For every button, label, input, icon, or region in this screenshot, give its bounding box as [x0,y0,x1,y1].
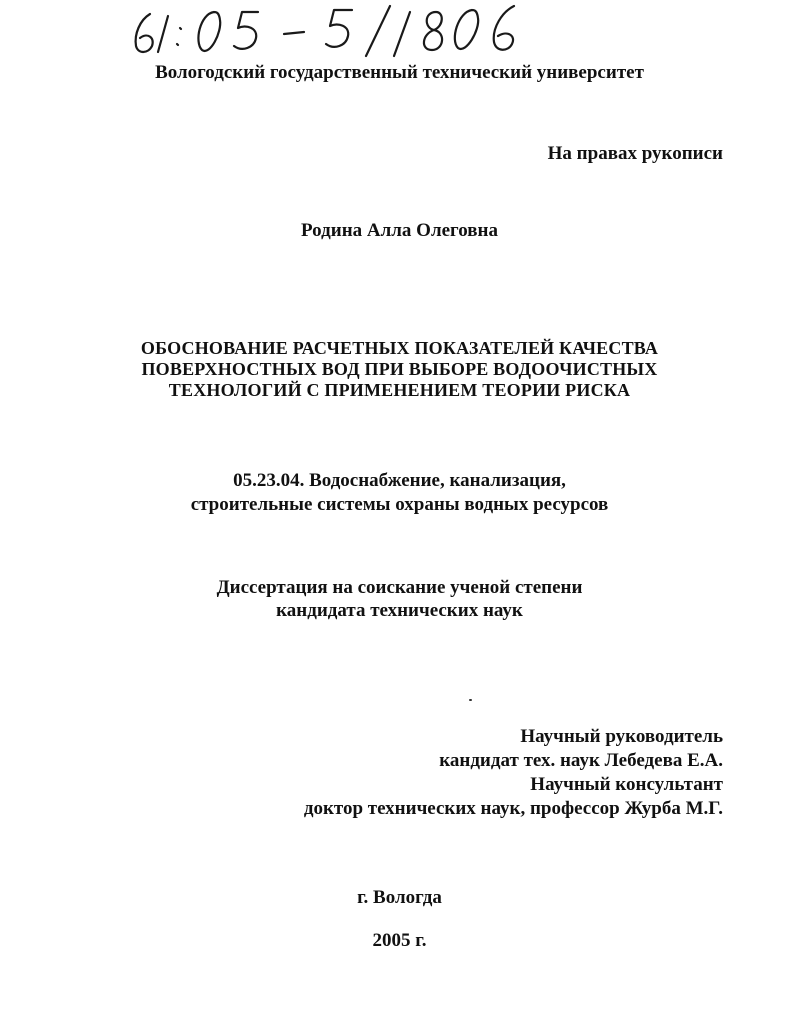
specialty-line-1: 05.23.04. Водоснабжение, канализация, [233,470,566,491]
handwritten-archive-mark-drawing [128,2,528,62]
year: 2005 г. [372,930,427,951]
title-line-1: ОБОСНОВАНИЕ РАСЧЕТНЫХ ПОКАЗАТЕЛЕЙ КАЧЕСТВА [140,338,659,358]
title-line-3: ТЕХНОЛОГИЙ С ПРИМЕНЕНИЕМ ТЕОРИИ РИСКА [168,380,631,400]
specialty-line-2: строительные системы охраны водных ресурсов [190,494,609,515]
consultant-role: Научный консультант [530,774,723,795]
supervisor-role: Научный руководитель [520,726,723,747]
manuscript-note: На правах рукописи [547,143,723,164]
city: г. Вологда [357,887,442,908]
handwritten-archive-mark [128,2,528,62]
scan-speck [469,699,472,701]
supervisor-name: кандидат тех. наук Лебедева Е.А. [439,750,723,771]
university-name: Вологодский государственный технический университет [155,62,644,83]
consultant-name: доктор технических наук, профессор Журба М.Г. [303,798,723,819]
author-name: Родина Алла Олеговна [301,220,498,241]
title-line-2: ПОВЕРХНОСТНЫХ ВОД ПРИ ВЫБОРЕ ВОДООЧИСТНЫХ [141,359,658,379]
degree-line-1: Диссертация на соискание ученой степени [216,577,583,598]
degree-line-2: кандидата технических наук [276,600,523,621]
